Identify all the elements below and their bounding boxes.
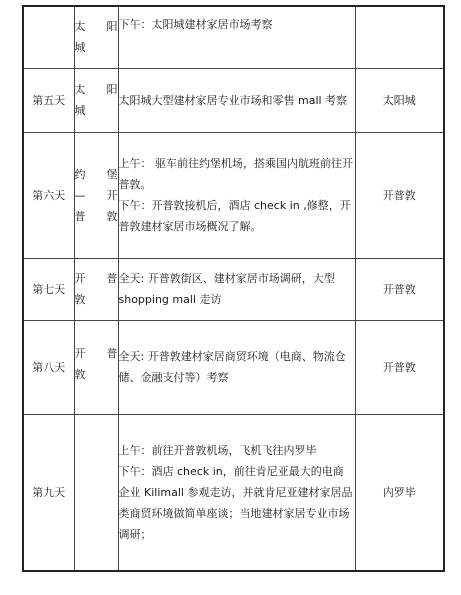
table-row — [23, 320, 444, 414]
stay-cell: 开普敦 — [355, 320, 444, 414]
table-row — [23, 132, 444, 258]
table-row — [23, 258, 444, 320]
stay-cell: 开普敦 — [355, 132, 444, 258]
city-cell — [74, 6, 118, 68]
city-line: — 开 — [74, 188, 118, 202]
activity-cell — [118, 320, 355, 414]
day-cell — [23, 6, 74, 68]
city-line: 城 — [74, 104, 86, 117]
table-row — [23, 6, 444, 68]
city-cell — [74, 320, 118, 414]
activity-text: 下午：开普敦接机后，酒店 check in ,修整，开普敦建材家居市场概况了解。 — [118, 199, 351, 233]
city-cell — [74, 132, 118, 258]
city-cell — [74, 414, 118, 571]
day-cell: 第六天 — [23, 132, 74, 258]
activity-cell — [118, 6, 355, 68]
activity-text: 全天: 开普敦建材家居商贸环境（电商、物流仓储、金融支付等）考察 — [118, 350, 346, 384]
day-cell: 第七天 — [23, 258, 74, 320]
activity-text: 下午：酒店 check in，前往肯尼亚最大的电商企业 Kilimall 参观走访，并就肯尼亚建材家居品类商贸环境做简单座谈；当地建材家居专业市场调研； — [118, 464, 353, 541]
day-cell: 第八天 — [23, 320, 74, 414]
activity-cell — [118, 258, 355, 320]
stay-cell: 太阳城 — [355, 68, 444, 132]
activity-text: 太阳城大型建材家居专业市场和零售 mall 考察 — [118, 93, 348, 107]
day-cell: 第五天 — [23, 68, 74, 132]
activity-cell — [118, 414, 355, 571]
city-line: 普敦 — [74, 209, 118, 223]
table-row — [23, 414, 444, 571]
city-cell — [74, 258, 118, 320]
city-line: 敦 — [74, 367, 86, 381]
activity-text: 全天: 开普敦街区、建材家居市场调研，大型 shopping mall 走访 — [118, 272, 335, 306]
city-line: 约 堡 — [74, 167, 118, 181]
city-line: 敦 — [74, 293, 86, 306]
activity-text: 上午：前往开普敦机场，飞机飞往内罗毕 — [118, 443, 317, 457]
city-line: 太 阳 — [74, 83, 118, 96]
stay-cell: 内罗毕 — [355, 414, 444, 571]
table-row — [23, 68, 444, 132]
stay-cell — [355, 6, 444, 68]
activity-text: 下午：太阳城建材家居市场考察 — [118, 18, 273, 31]
day-cell: 第九天 — [23, 414, 74, 571]
stay-cell: 开普敦 — [355, 258, 444, 320]
activity-cell — [118, 132, 355, 258]
city-line: 开 普 — [74, 272, 118, 285]
city-line: 太 阳 — [74, 20, 118, 34]
activity-text: 上午： 驱车前往约堡机场，搭乘国内航班前往开普敦。 — [118, 157, 353, 191]
activity-cell — [118, 68, 355, 132]
city-line: 城 — [74, 41, 86, 55]
city-cell — [74, 68, 118, 132]
itinerary-table — [22, 5, 445, 572]
city-line: 开 普 — [74, 346, 118, 360]
